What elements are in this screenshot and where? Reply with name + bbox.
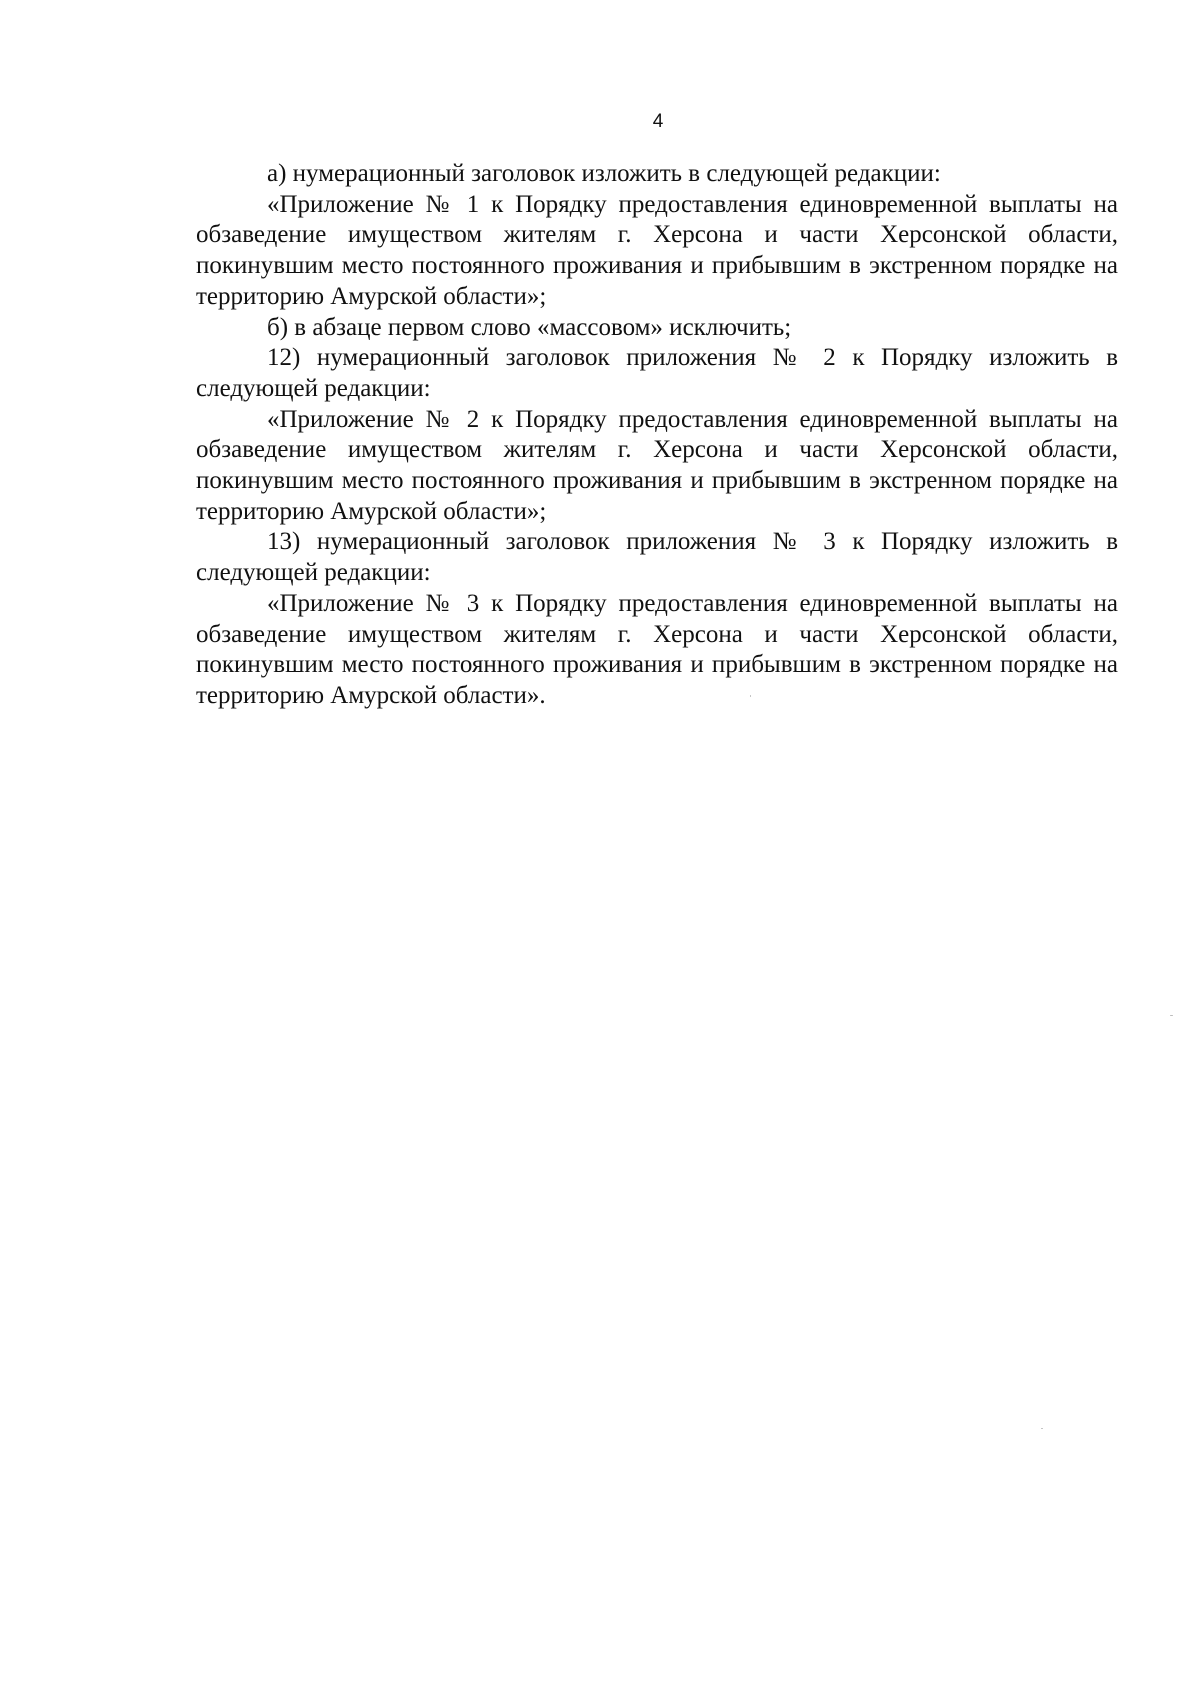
page-number: 4 xyxy=(652,111,664,132)
paragraph-item-13: 13) нумерационный заголовок приложения № 3 к Порядку изложить в следующей редакции: xyxy=(196,528,1118,587)
document-body xyxy=(196,159,1118,712)
scan-speck xyxy=(1170,1015,1173,1016)
scan-speck xyxy=(750,695,751,697)
paragraph-item-a: а) нумерационный заголовок изложить в следующей редакции: xyxy=(267,160,941,187)
paragraph-appendix-2-title: «Приложение № 2 к Порядку предоставления единовременной выплаты на обзаведение имуществом жителям г. Херсона и части Херсонской области, покинувшим место постоянного проживания и прибывшим в экстренном порядке на территорию Амурской области»; xyxy=(196,405,1118,525)
paragraph-appendix-3-title: «Приложение № 3 к Порядку предоставления единовременной выплаты на обзаведение имуществом жителям г. Херсона и части Херсонской области, покинувшим место постоянного проживания и прибывшим в экстренном порядке на территорию Амурской области». xyxy=(196,589,1118,709)
paragraph-appendix-1-title: «Приложение № 1 к Порядку предоставления единовременной выплаты на обзаведение имуществом жителям г. Херсона и части Херсонской области, покинувшим место постоянного проживания и прибывшим в экстренном порядке на территорию Амурской области»; xyxy=(196,190,1118,310)
paragraph-item-12: 12) нумерационный заголовок приложения № 2 к Порядку изложить в следующей редакции: xyxy=(196,344,1118,402)
scan-speck xyxy=(1041,1428,1043,1429)
paragraph-item-b: б) в абзаце первом слово «массовом» исключить; xyxy=(267,313,792,341)
